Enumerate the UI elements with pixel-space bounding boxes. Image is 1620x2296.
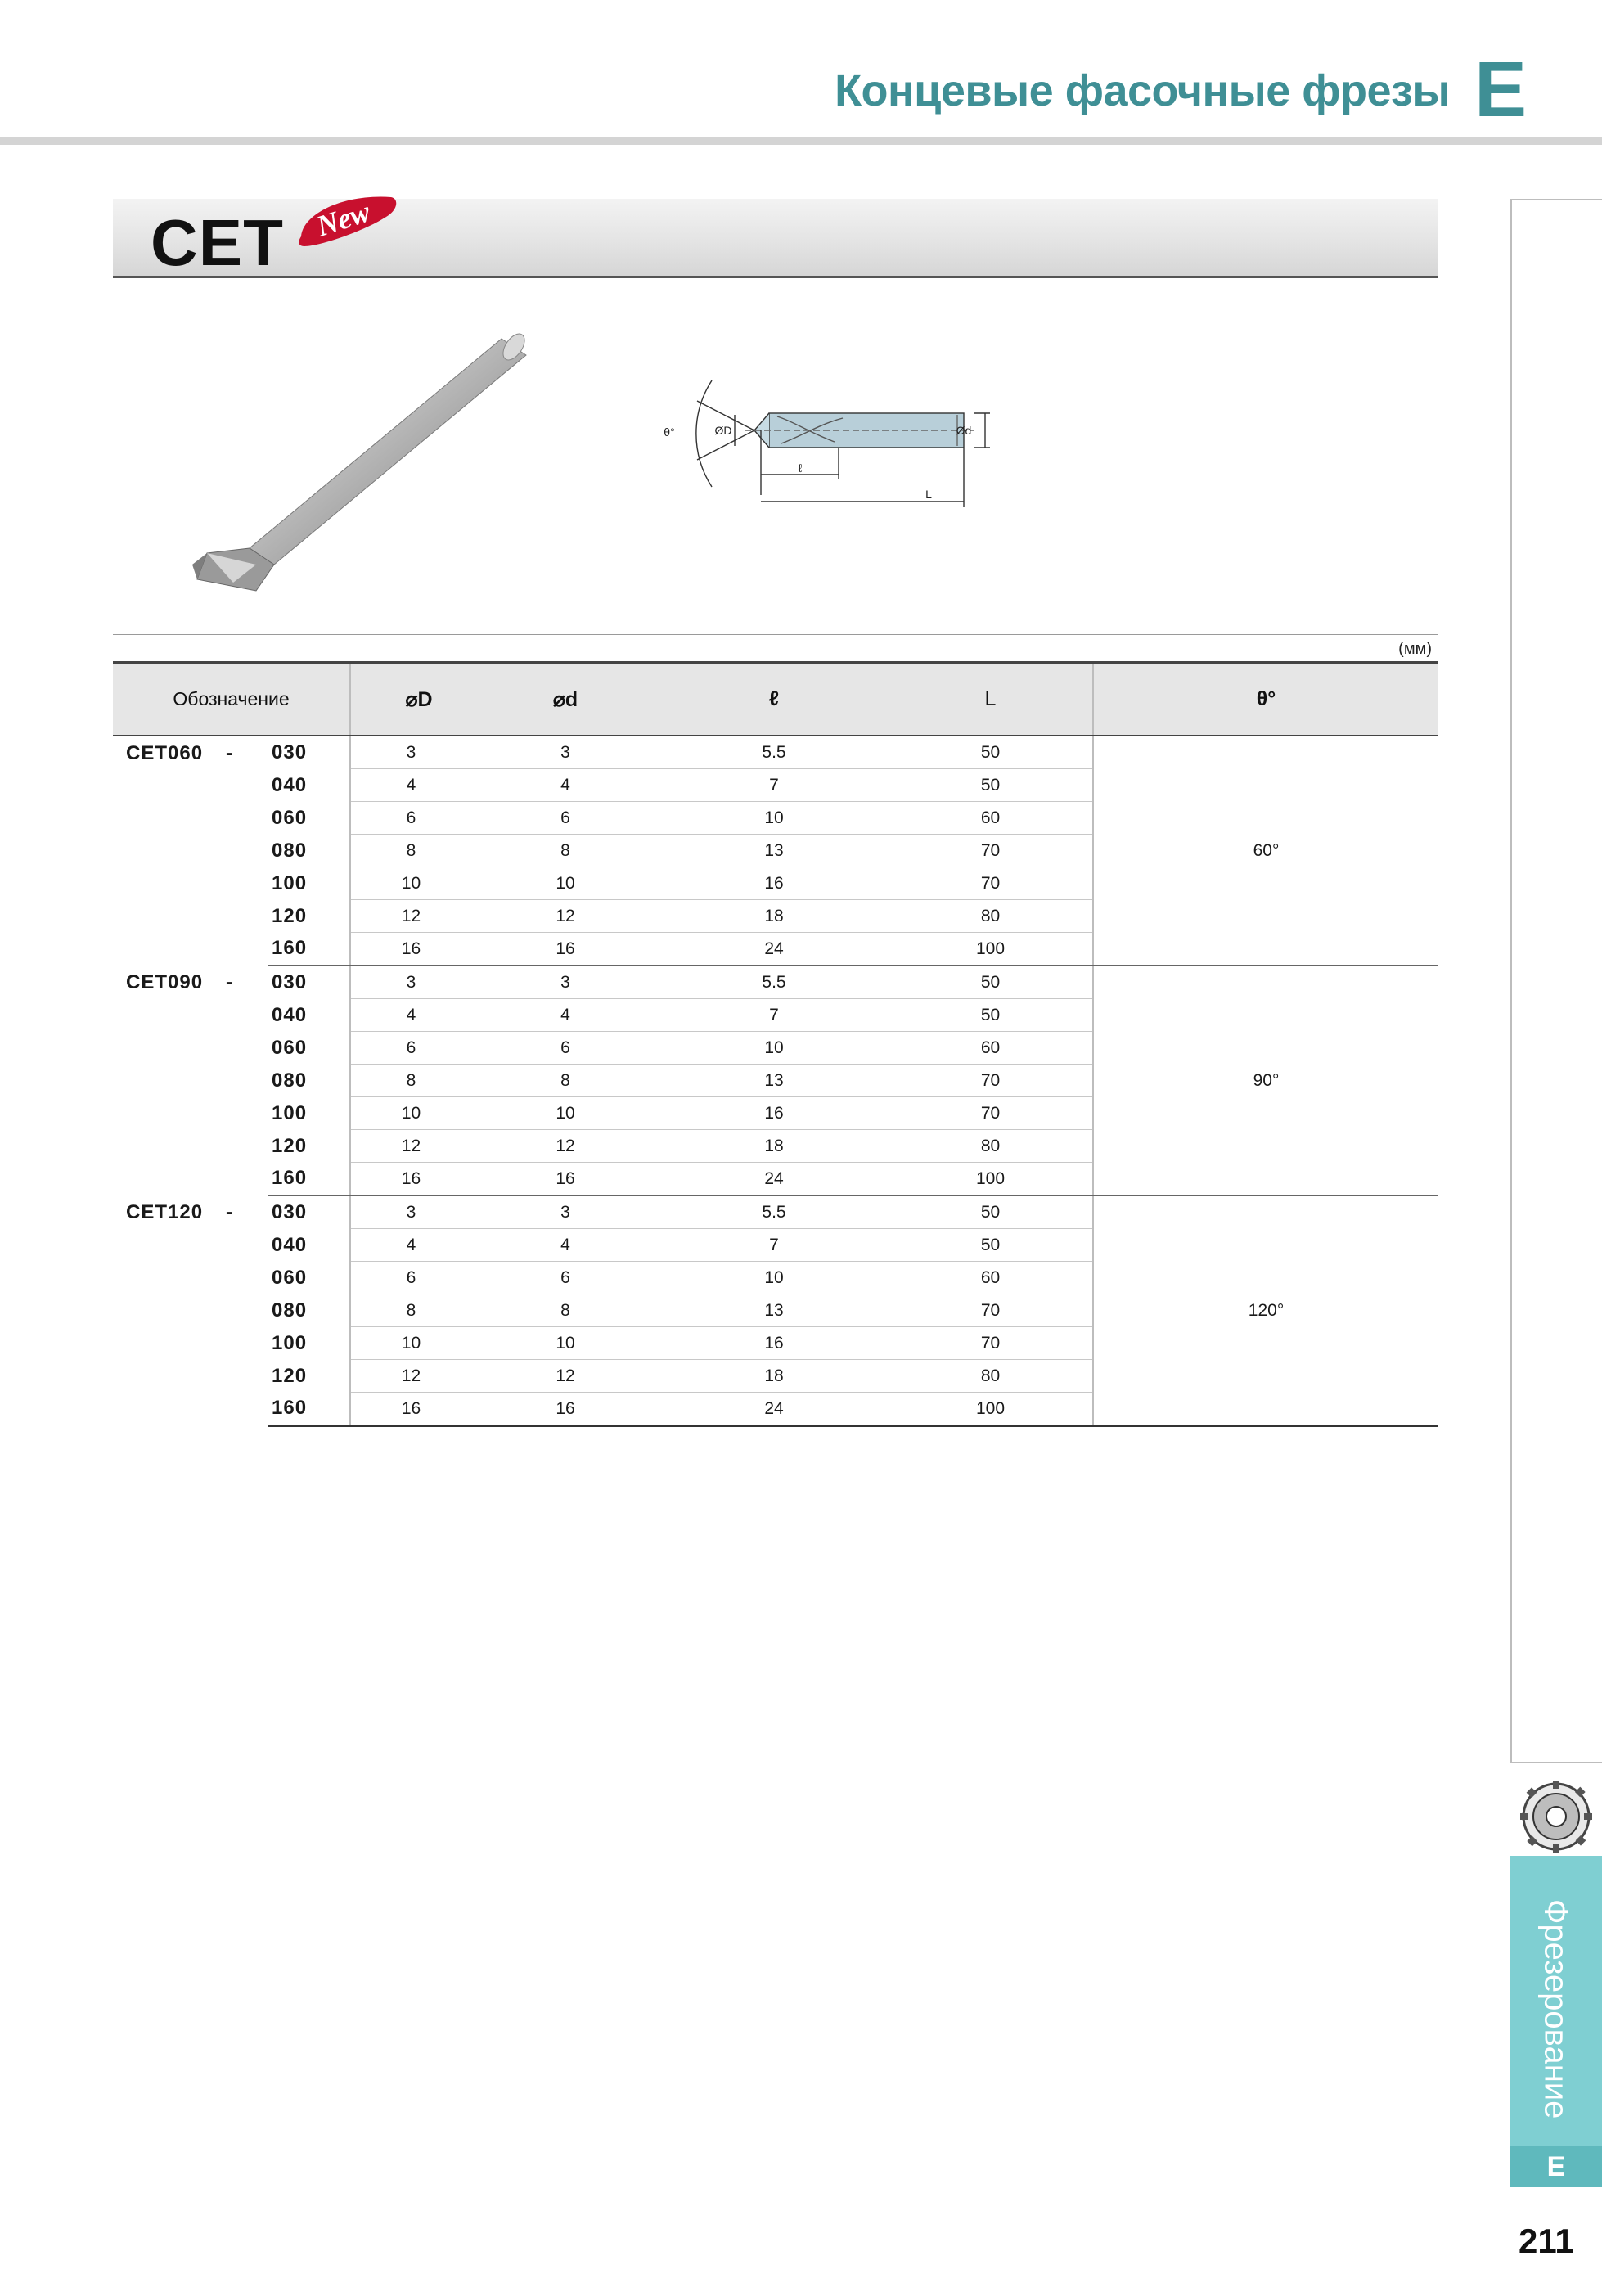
cell-l: 13 bbox=[659, 835, 889, 867]
code-suffix: 160 bbox=[268, 1393, 350, 1426]
code-suffix: 120 bbox=[268, 1130, 350, 1163]
section-tab-label: Фрезерование bbox=[1537, 1898, 1574, 2119]
cell-d: 12 bbox=[471, 1130, 659, 1163]
header-divider bbox=[0, 137, 1602, 145]
code-suffix: 060 bbox=[268, 1262, 350, 1294]
L-label: L bbox=[925, 488, 932, 501]
section-letter: E bbox=[1474, 46, 1528, 133]
cell-L: 50 bbox=[889, 999, 1093, 1032]
table-header-row bbox=[113, 663, 1438, 736]
cell-L: 50 bbox=[889, 736, 1093, 769]
cell-L: 70 bbox=[889, 835, 1093, 867]
cell-L: 50 bbox=[889, 1195, 1093, 1229]
code-suffix: 080 bbox=[268, 1294, 350, 1327]
tool-dimension-diagram bbox=[646, 364, 1170, 520]
new-badge-label: New bbox=[312, 195, 375, 243]
angle-value: 90° bbox=[1093, 966, 1438, 1195]
cell-D: 10 bbox=[350, 867, 471, 900]
spec-table bbox=[113, 661, 1438, 1427]
col-D: ⌀D bbox=[350, 663, 471, 736]
d-label: Ød bbox=[956, 424, 972, 437]
cell-L: 70 bbox=[889, 1065, 1093, 1097]
cell-d: 6 bbox=[471, 1262, 659, 1294]
cell-d: 4 bbox=[471, 1229, 659, 1262]
cell-d: 8 bbox=[471, 1065, 659, 1097]
cell-d: 12 bbox=[471, 1360, 659, 1393]
section-tab-letter: E bbox=[1510, 2146, 1602, 2187]
cell-l: 5.5 bbox=[659, 736, 889, 769]
cell-D: 10 bbox=[350, 1327, 471, 1360]
cell-d: 10 bbox=[471, 1097, 659, 1130]
code-suffix: 080 bbox=[268, 835, 350, 867]
cell-l: 16 bbox=[659, 1327, 889, 1360]
cell-L: 100 bbox=[889, 1163, 1093, 1196]
angle-value: 120° bbox=[1093, 1195, 1438, 1426]
cell-d: 3 bbox=[471, 966, 659, 999]
cell-l: 5.5 bbox=[659, 966, 889, 999]
code-suffix: 040 bbox=[268, 1229, 350, 1262]
series-dash: - bbox=[226, 742, 234, 764]
cell-D: 6 bbox=[350, 802, 471, 835]
code-suffix: 060 bbox=[268, 802, 350, 835]
cell-D: 8 bbox=[350, 1294, 471, 1327]
series-code bbox=[113, 1195, 268, 1426]
cell-D: 4 bbox=[350, 769, 471, 802]
cell-L: 80 bbox=[889, 900, 1093, 933]
D-label: ØD bbox=[714, 424, 732, 437]
page-number: 211 bbox=[1519, 2222, 1574, 2260]
col-l: ℓ bbox=[659, 663, 889, 736]
cell-d: 3 bbox=[471, 1195, 659, 1229]
cell-d: 16 bbox=[471, 1163, 659, 1196]
cell-l: 13 bbox=[659, 1294, 889, 1327]
cell-d: 3 bbox=[471, 736, 659, 769]
cell-d: 10 bbox=[471, 1327, 659, 1360]
cell-L: 100 bbox=[889, 933, 1093, 966]
cell-D: 4 bbox=[350, 999, 471, 1032]
code-suffix: 040 bbox=[268, 769, 350, 802]
cell-l: 16 bbox=[659, 1097, 889, 1130]
series-code bbox=[113, 966, 268, 1195]
code-suffix: 100 bbox=[268, 867, 350, 900]
code-suffix: 120 bbox=[268, 1360, 350, 1393]
cell-l: 7 bbox=[659, 769, 889, 802]
cell-L: 80 bbox=[889, 1360, 1093, 1393]
unit-label: (мм) bbox=[1398, 640, 1432, 658]
cell-D: 12 bbox=[350, 900, 471, 933]
col-d: ⌀d bbox=[471, 663, 659, 736]
series-dash: - bbox=[226, 1201, 234, 1223]
cell-D: 6 bbox=[350, 1032, 471, 1065]
new-badge bbox=[295, 189, 401, 253]
cell-D: 8 bbox=[350, 1065, 471, 1097]
cell-L: 60 bbox=[889, 802, 1093, 835]
cell-l: 24 bbox=[659, 1393, 889, 1426]
cell-d: 16 bbox=[471, 933, 659, 966]
cell-D: 8 bbox=[350, 835, 471, 867]
cell-L: 70 bbox=[889, 1294, 1093, 1327]
cell-d: 4 bbox=[471, 999, 659, 1032]
code-suffix: 060 bbox=[268, 1032, 350, 1065]
col-designation: Обозначение bbox=[113, 663, 350, 736]
product-code: CET bbox=[151, 206, 284, 279]
cell-l: 13 bbox=[659, 1065, 889, 1097]
series-dash: - bbox=[226, 971, 234, 993]
angle-value: 60° bbox=[1093, 736, 1438, 966]
cell-l: 18 bbox=[659, 1360, 889, 1393]
cell-l: 18 bbox=[659, 900, 889, 933]
cell-L: 50 bbox=[889, 966, 1093, 999]
code-suffix: 160 bbox=[268, 1163, 350, 1196]
col-L: L bbox=[889, 663, 1093, 736]
cell-d: 12 bbox=[471, 900, 659, 933]
table-row bbox=[113, 1195, 1438, 1229]
theta-label: θ° bbox=[664, 425, 675, 439]
cell-d: 6 bbox=[471, 802, 659, 835]
code-suffix: 080 bbox=[268, 1065, 350, 1097]
cell-D: 10 bbox=[350, 1097, 471, 1130]
code-suffix: 120 bbox=[268, 900, 350, 933]
cell-L: 50 bbox=[889, 1229, 1093, 1262]
cell-D: 3 bbox=[350, 966, 471, 999]
cell-d: 6 bbox=[471, 1032, 659, 1065]
cell-l: 24 bbox=[659, 1163, 889, 1196]
cell-D: 4 bbox=[350, 1229, 471, 1262]
cell-l: 10 bbox=[659, 802, 889, 835]
side-tab-top-rule bbox=[1510, 199, 1602, 200]
product-banner bbox=[113, 195, 1438, 279]
series-name: CET060 bbox=[126, 742, 204, 764]
l-label: ℓ bbox=[798, 461, 803, 475]
code-suffix: 100 bbox=[268, 1097, 350, 1130]
cell-L: 100 bbox=[889, 1393, 1093, 1426]
cell-l: 10 bbox=[659, 1262, 889, 1294]
cell-L: 70 bbox=[889, 867, 1093, 900]
code-suffix: 030 bbox=[268, 1195, 350, 1229]
side-tab-rule bbox=[1510, 199, 1512, 1762]
tool-photo bbox=[184, 319, 536, 597]
cell-D: 16 bbox=[350, 933, 471, 966]
milling-cutter-icon bbox=[1515, 1776, 1597, 1857]
code-suffix: 030 bbox=[268, 966, 350, 999]
cell-l: 5.5 bbox=[659, 1195, 889, 1229]
cell-l: 7 bbox=[659, 999, 889, 1032]
cell-D: 12 bbox=[350, 1130, 471, 1163]
cell-D: 12 bbox=[350, 1360, 471, 1393]
cell-l: 7 bbox=[659, 1229, 889, 1262]
cell-D: 3 bbox=[350, 736, 471, 769]
cell-l: 18 bbox=[659, 1130, 889, 1163]
cell-d: 4 bbox=[471, 769, 659, 802]
series-name: CET090 bbox=[126, 971, 204, 993]
cell-L: 70 bbox=[889, 1097, 1093, 1130]
code-suffix: 100 bbox=[268, 1327, 350, 1360]
cell-L: 50 bbox=[889, 769, 1093, 802]
cell-L: 80 bbox=[889, 1130, 1093, 1163]
code-suffix: 040 bbox=[268, 999, 350, 1032]
col-theta: θ° bbox=[1093, 663, 1438, 736]
table-top-rule bbox=[113, 634, 1438, 635]
code-suffix: 030 bbox=[268, 736, 350, 769]
cell-D: 16 bbox=[350, 1393, 471, 1426]
cell-L: 60 bbox=[889, 1032, 1093, 1065]
page-title: Концевые фасочные фрезы bbox=[835, 66, 1450, 115]
cell-d: 8 bbox=[471, 835, 659, 867]
cell-d: 8 bbox=[471, 1294, 659, 1327]
cell-d: 10 bbox=[471, 867, 659, 900]
code-suffix: 160 bbox=[268, 933, 350, 966]
cell-D: 3 bbox=[350, 1195, 471, 1229]
cell-l: 24 bbox=[659, 933, 889, 966]
cell-D: 16 bbox=[350, 1163, 471, 1196]
cell-L: 70 bbox=[889, 1327, 1093, 1360]
cell-l: 10 bbox=[659, 1032, 889, 1065]
cell-l: 16 bbox=[659, 867, 889, 900]
cell-d: 16 bbox=[471, 1393, 659, 1426]
table-row bbox=[113, 736, 1438, 769]
table-row bbox=[113, 966, 1438, 999]
side-tab-mid-rule bbox=[1510, 1762, 1602, 1763]
cell-D: 6 bbox=[350, 1262, 471, 1294]
cell-L: 60 bbox=[889, 1262, 1093, 1294]
series-code bbox=[113, 736, 268, 966]
series-name: CET120 bbox=[126, 1201, 204, 1223]
